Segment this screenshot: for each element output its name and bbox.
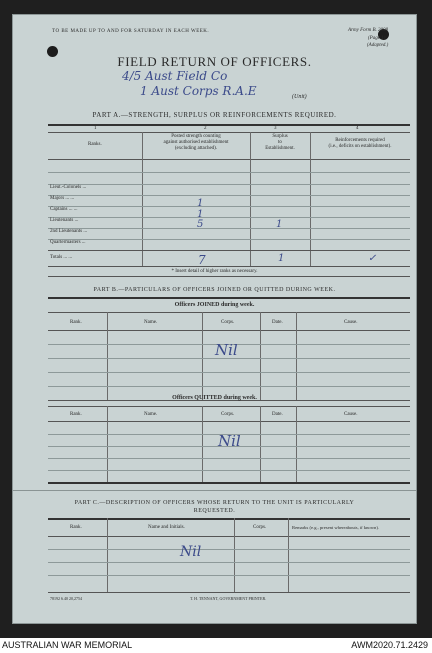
- rank-label: 2nd Lieutenants ...: [50, 229, 88, 234]
- header-posted-1: Posted strength counting: [171, 134, 221, 139]
- surplus-value-lieutenants: 1: [276, 219, 283, 230]
- part-a-row-line: [48, 228, 410, 229]
- adapted-note: (Adapted.): [367, 43, 389, 48]
- header-surplus-3: Establishment.: [265, 146, 295, 151]
- joined-row-line: [48, 372, 410, 373]
- rank-label: Lieut.-Colonels ...: [50, 185, 87, 190]
- header-reinf-2: (i.e., deficits on establishment).: [328, 144, 392, 149]
- joined-row-line: [48, 386, 410, 387]
- rank-label: Captains ... ...: [50, 207, 78, 212]
- paper-fold-line: [12, 490, 417, 491]
- header-surplus-2: to: [278, 140, 282, 145]
- quitted-header-rule: [48, 421, 410, 422]
- printer-name: T. H. TENNANT, GOVERNMENT PRINTER.: [190, 596, 267, 601]
- header-surplus-1: Surplus: [272, 134, 288, 139]
- part-c-top-rule: [48, 518, 410, 520]
- posted-value-majors: 1: [197, 198, 204, 209]
- quitted-row-line: [48, 458, 410, 459]
- part-a-bottom-rule: [48, 266, 410, 267]
- part-c-header-rule: [48, 536, 410, 537]
- part-c-nil-entry: Nil: [180, 544, 202, 560]
- archive-reference: AWM2020.71.2429: [351, 640, 428, 650]
- quitted-row-line: [48, 470, 410, 471]
- joined-col-name: Name.: [144, 320, 158, 325]
- quitted-title-rule: [48, 406, 410, 407]
- archive-footer: [0, 638, 432, 653]
- quitted-col-name: Name.: [144, 412, 158, 417]
- joined-nil-entry: Nil: [215, 341, 238, 359]
- part-c-title-1: PART C.—DESCRIPTION OF OFFICERS WHOSE RETURN TO THE UNIT IS PARTICULARLY: [74, 500, 355, 506]
- part-a-row-line: [48, 239, 410, 240]
- joined-title-rule: [48, 312, 410, 313]
- quitted-col-date: Date.: [272, 412, 283, 417]
- quitted-title: Officers QUITTED during week.: [172, 395, 257, 401]
- joined-title: Officers JOINED during week.: [174, 302, 255, 308]
- part-a-col-divider-1: [142, 132, 143, 267]
- part-c-col-remarks: Remarks (e.g., present whereabouts, if known).: [292, 525, 380, 530]
- part-c-col-name: Name and Initials.: [148, 525, 185, 530]
- part-c-col-rank: Rank.: [70, 525, 82, 530]
- part-a-row-line: [48, 217, 410, 218]
- rank-label: Lieutenants ...: [50, 218, 79, 223]
- header-ranks: Ranks.: [88, 142, 102, 147]
- page-note: (Page 1): [368, 36, 386, 41]
- part-a-footnote: * Insert detail of higher ranks as necessary.: [171, 269, 258, 274]
- posted-value-captains: 1: [197, 209, 204, 220]
- part-a-col-divider-3: [310, 132, 311, 267]
- header-reinf-1: Reinforcements required: [335, 138, 385, 143]
- joined-col-corps: Corps.: [221, 320, 235, 325]
- part-a-col-divider-2: [250, 132, 251, 267]
- part-a-row-line: [48, 195, 410, 196]
- army-form-number: Army Form B. 2008: [348, 28, 388, 33]
- part-c-row-line: [48, 575, 410, 576]
- col-number-3: 3: [274, 126, 277, 131]
- part-c-row-line: [48, 549, 410, 550]
- part-a-row-line: [48, 206, 410, 207]
- part-a-title: PART A.—STRENGTH, SURPLUS OR REINFORCEMENTS REQUIRED.: [92, 111, 337, 119]
- total-reinf-tick: ✓: [368, 253, 377, 264]
- unit-label: (Unit): [292, 94, 307, 100]
- header-posted-3: (excluding attached).: [174, 146, 218, 151]
- header-posted-2: against authorised establishment: [163, 140, 229, 145]
- quitted-bottom-rule: [48, 482, 410, 484]
- part-c-bottom-rule: [48, 592, 410, 593]
- part-a-header-rule: [48, 159, 410, 160]
- part-c-col-divider: [107, 518, 108, 592]
- part-a-number-rule: [48, 132, 410, 133]
- joined-col-date: Date.: [272, 320, 283, 325]
- joined-col-rank: Rank.: [70, 320, 82, 325]
- joined-header-rule: [48, 330, 410, 331]
- col-number-2: 2: [204, 126, 207, 131]
- quitted-col-corps: Corps.: [221, 412, 235, 417]
- unit-handwriting-2: 1 Aust Corps R.A.E: [140, 84, 257, 98]
- joined-col-cause: Cause.: [344, 320, 358, 325]
- part-a-totals-rule: [48, 250, 410, 251]
- quitted-col-cause: Cause.: [344, 412, 358, 417]
- part-c-title-2: REQUESTED.: [193, 508, 236, 514]
- rank-label: Majors ... ...: [50, 196, 75, 201]
- part-c-col-divider: [234, 518, 235, 592]
- part-a-blank-row: [48, 184, 410, 185]
- part-b-title: PART B.—PARTICULARS OF OFFICERS JOINED OR QUITTED DURING WEEK.: [93, 287, 336, 293]
- form-sheet: [12, 14, 417, 624]
- archive-name: AUSTRALIAN WAR MEMORIAL: [2, 640, 133, 650]
- part-b-top-rule: [48, 297, 410, 299]
- form-title: FIELD RETURN OF OFFICERS.: [117, 54, 312, 69]
- posted-value-lieutenants: 5: [197, 219, 204, 230]
- part-a-blank-row: [48, 172, 410, 173]
- quitted-nil-entry: Nil: [218, 432, 241, 450]
- total-posted: 7: [198, 253, 206, 267]
- unit-handwriting-1: 4/5 Aust Field Co: [122, 69, 228, 83]
- col-number-1: 1: [94, 126, 97, 131]
- rank-label: Quartermasters ...: [50, 240, 86, 245]
- part-c-col-corps: Corps.: [253, 525, 267, 530]
- part-a-end-rule: [48, 276, 410, 277]
- part-c-col-divider: [288, 518, 289, 592]
- col-number-4: 4: [356, 126, 359, 131]
- total-surplus: 1: [278, 253, 285, 264]
- totals-label: Totals ... ...: [50, 255, 73, 260]
- printer-code: 78192 6.40 20,2754: [50, 596, 82, 601]
- instruction-text: TO BE MADE UP TO AND FOR SATURDAY IN EACH WEEK.: [52, 29, 210, 34]
- quitted-col-rank: Rank.: [70, 412, 82, 417]
- part-c-row-line: [48, 562, 410, 563]
